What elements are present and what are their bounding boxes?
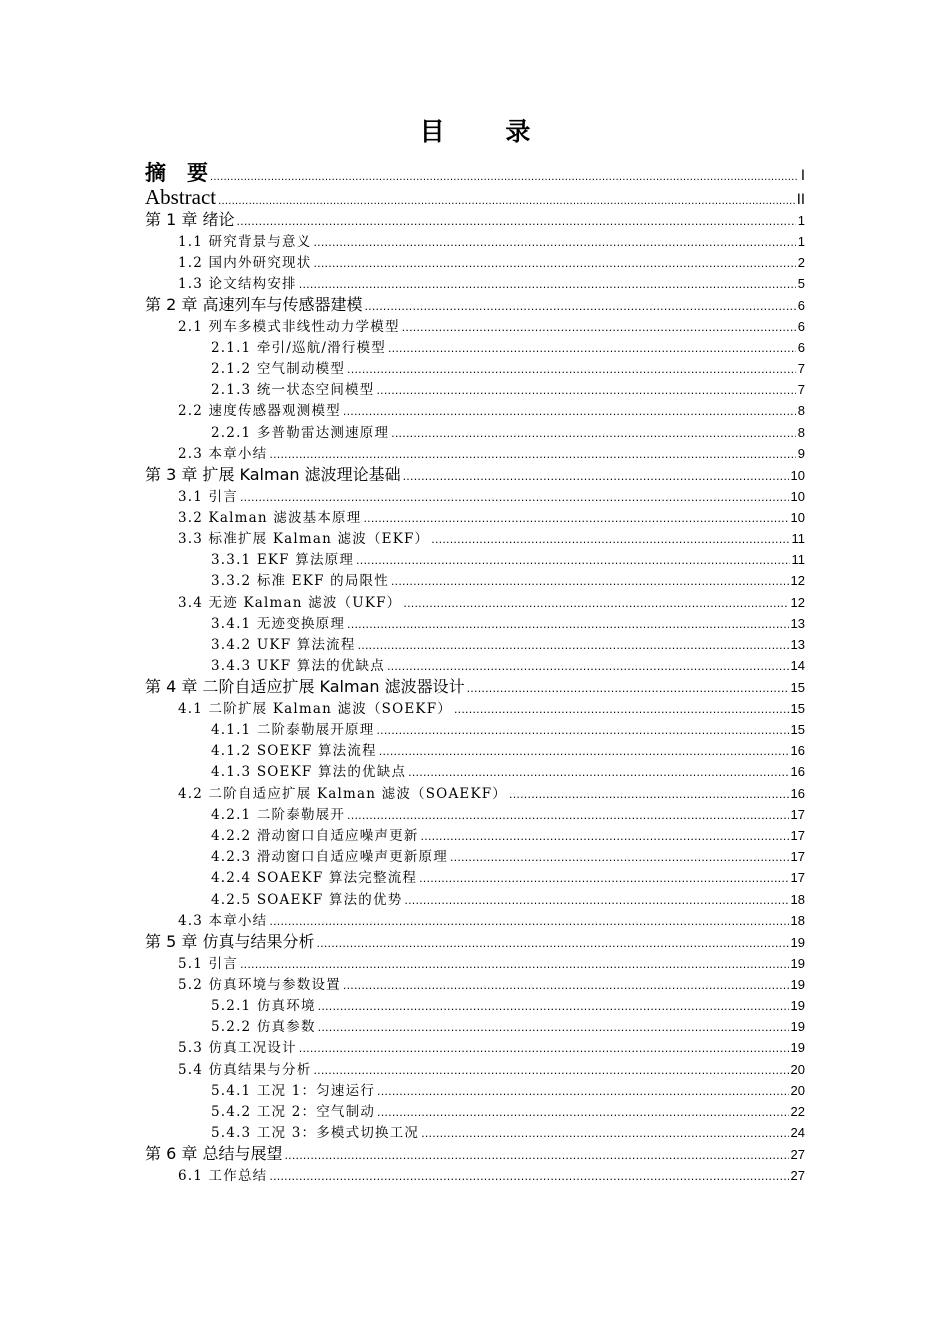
- toc-leader-dots: [313, 253, 795, 274]
- toc-entry-label: 1.2 国内外研究现状: [178, 254, 312, 271]
- toc-entry[interactable]: [145, 209, 805, 231]
- toc-entry-label: 2.2 速度传感器观测模型: [178, 403, 341, 420]
- toc-entry[interactable]: [211, 634, 805, 655]
- toc-leader-dots: [343, 975, 789, 996]
- toc-entry[interactable]: [178, 252, 805, 273]
- toc-entry-label: 6.1 工作总结: [178, 1167, 268, 1184]
- toc-leader-dots: [454, 699, 789, 720]
- toc-page-number: 19: [790, 1019, 805, 1035]
- toc-page-number: 8: [797, 403, 805, 419]
- toc-page-number: 17: [790, 806, 805, 822]
- toc-entry[interactable]: [178, 953, 805, 974]
- toc-entry-label: 5.4 仿真结果与分析: [178, 1061, 312, 1078]
- toc-entry[interactable]: [211, 379, 805, 400]
- toc-entry[interactable]: [211, 570, 805, 591]
- toc-entry[interactable]: [178, 273, 805, 294]
- toc-entry[interactable]: [178, 400, 805, 421]
- toc-entry[interactable]: [178, 507, 805, 528]
- toc-entry-label: 第 3 章 扩展 Kalman 滤波理论基础: [145, 465, 401, 484]
- toc-entry-label: 2.1.3 统一状态空间模型: [211, 382, 375, 399]
- toc-entry[interactable]: [211, 613, 805, 634]
- toc-entry[interactable]: [145, 931, 805, 953]
- toc-entry[interactable]: [145, 161, 805, 185]
- toc-entry-label: 4.1.1 二阶泰勒展开原理: [211, 722, 375, 738]
- toc-entry[interactable]: [211, 825, 805, 846]
- toc-entry-label: Abstract: [145, 185, 217, 209]
- toc-page-number: II: [796, 192, 805, 208]
- toc-page-number: 10: [790, 468, 805, 483]
- toc-entry[interactable]: [211, 719, 805, 740]
- toc-entry-label: 3.4.2 UKF 算法流程: [211, 636, 356, 653]
- page-title: 目 录: [419, 117, 557, 146]
- toc-leader-dots: [431, 529, 789, 550]
- toc-entry-label: 4.2 二阶自适应扩展 Kalman 滤波（SOAEKF）: [178, 785, 508, 802]
- toc-entry-label: 2.1 列车多模式非线性动力学模型: [178, 318, 400, 335]
- toc-entry[interactable]: [145, 676, 805, 698]
- toc-leader-dots: [299, 1038, 789, 1059]
- toc-entry[interactable]: [178, 974, 805, 995]
- toc-entry[interactable]: [211, 1122, 805, 1143]
- toc-entry[interactable]: [145, 185, 805, 209]
- toc-page-number: 16: [790, 785, 805, 801]
- toc-page-number: 19: [790, 976, 805, 992]
- toc-entry[interactable]: [211, 549, 805, 570]
- toc-page-number: I: [800, 168, 805, 184]
- toc-page-number: 20: [790, 1061, 805, 1077]
- toc-page-number: 7: [797, 361, 805, 376]
- toc-entry-label: 4.3 本章小结: [178, 912, 268, 929]
- toc-entry[interactable]: [211, 846, 805, 867]
- toc-page-number: 14: [790, 658, 805, 674]
- toc-leader-dots: [403, 593, 788, 614]
- toc-entry[interactable]: [178, 486, 805, 507]
- toc-entry-label: 3.4.3 UKF 算法的优缺点: [211, 658, 385, 675]
- toc-entry-label: 第 2 章 高速列车与传感器建模: [145, 295, 363, 315]
- toc-page-number: 6: [797, 339, 805, 355]
- toc-entry[interactable]: [211, 740, 805, 761]
- toc-entry-label: 4.2.2 滑动窗口自适应噪声更新: [211, 828, 419, 844]
- toc-leader-dots: [364, 296, 795, 318]
- toc-entry-label: 5.2.2 仿真参数: [211, 1019, 316, 1036]
- toc-page-number: 19: [790, 1040, 805, 1056]
- toc-leader-dots: [388, 338, 796, 359]
- toc-entry[interactable]: [211, 1016, 805, 1037]
- toc-leader-dots: [450, 847, 789, 868]
- toc-entry-label: 3.3.2 标准 EKF 的局限性: [211, 573, 389, 590]
- toc-leader-dots: [408, 762, 788, 783]
- toc-entry[interactable]: [211, 995, 805, 1016]
- toc-leader-dots: [421, 1123, 788, 1144]
- toc-entry[interactable]: [178, 443, 805, 464]
- toc-leader-dots: [236, 211, 795, 233]
- toc-leader-dots: [391, 571, 789, 592]
- toc-entry-label: 第 4 章 二阶自适应扩展 Kalman 滤波器设计: [145, 677, 465, 697]
- toc-entry-label: 4.1.3 SOEKF 算法的优缺点: [211, 764, 407, 781]
- toc-leader-dots: [313, 232, 795, 253]
- toc-entry-label: 2.1.2 空气制动模型: [211, 361, 346, 377]
- toc-entry[interactable]: [211, 337, 805, 358]
- toc-page-number: 27: [790, 1167, 805, 1183]
- toc-entry-label: 3.1 引言: [178, 488, 238, 505]
- toc-page-number: 5: [797, 275, 805, 291]
- toc-page-number: 13: [790, 615, 805, 631]
- toc-entry[interactable]: [211, 422, 805, 443]
- toc-page-number: 13: [790, 636, 805, 652]
- toc-entry[interactable]: [211, 1080, 805, 1101]
- toc-entry-label: 2.1.1 牵引/巡航/滑行模型: [211, 339, 386, 356]
- toc-page-number: 15: [790, 680, 805, 696]
- toc-leader-dots: [377, 1102, 789, 1123]
- toc-entry-label: 3.4.1 无迹变换原理: [211, 615, 346, 632]
- toc-entry[interactable]: [145, 294, 805, 316]
- toc-entry[interactable]: [178, 1165, 805, 1186]
- toc-entry-label: 第 1 章 绪论: [145, 210, 235, 229]
- toc-entry-label: 4.2.4 SOAEKF 算法完整流程: [211, 870, 418, 887]
- toc-leader-dots: [318, 1017, 789, 1038]
- toc-leader-dots: [313, 1060, 788, 1081]
- toc-entry-label: 3.3 标准扩展 Kalman 滤波（EKF）: [178, 530, 430, 547]
- toc-leader-dots: [467, 678, 789, 700]
- toc-page-number: 6: [797, 318, 805, 334]
- toc-leader-dots: [363, 508, 788, 529]
- toc-page-number: 27: [790, 1147, 805, 1163]
- toc-entry-label: 4.1 二阶扩展 Kalman 滤波（SOEKF）: [178, 700, 452, 717]
- toc-leader-dots: [356, 550, 789, 571]
- toc-leader-dots: [240, 954, 789, 975]
- toc-leader-dots: [376, 380, 795, 401]
- toc-page-number: 11: [791, 552, 805, 568]
- toc-entry[interactable]: [211, 358, 805, 379]
- toc-leader-dots: [509, 784, 789, 805]
- toc-page-number: 20: [790, 1082, 805, 1098]
- toc-entry-label: 3.2 Kalman 滤波基本原理: [178, 509, 362, 526]
- toc-page-number: 15: [790, 722, 805, 737]
- toc-leader-dots: [403, 466, 789, 488]
- toc-page-number: 17: [790, 870, 805, 886]
- toc-leader-dots: [387, 656, 789, 677]
- toc-page-number: 15: [790, 700, 805, 716]
- toc-page-number: 19: [790, 955, 805, 971]
- toc-leader-dots: [379, 741, 789, 762]
- toc-page-number: 1: [797, 233, 805, 249]
- toc-entry-label: 5.4.2 工况 2：空气制动: [211, 1103, 376, 1120]
- toc-entry[interactable]: [178, 316, 805, 337]
- toc-page-number: 10: [790, 488, 805, 504]
- toc-entry-label: 第 5 章 仿真与结果分析: [145, 932, 315, 951]
- toc-entry-label: 5.4.3 工况 3：多模式切换工况: [211, 1125, 420, 1142]
- toc-entry-label: 第 6 章 总结与展望: [145, 1144, 283, 1164]
- toc-leader-dots: [269, 911, 788, 932]
- toc-entry[interactable]: [178, 1059, 805, 1080]
- toc-page-number: 9: [797, 445, 805, 461]
- toc-page-number: 2: [797, 254, 805, 270]
- toc-entry[interactable]: [211, 804, 805, 825]
- toc-entry[interactable]: [178, 910, 805, 931]
- toc-entry[interactable]: [178, 1037, 805, 1058]
- toc-entry-label: 5.1 引言: [178, 955, 238, 972]
- toc-page-number: 16: [790, 764, 805, 780]
- toc-entry-label: 4.2.1 二阶泰勒展开: [211, 806, 346, 823]
- toc-leader-dots: [347, 805, 788, 826]
- toc-entry-label: 5.2 仿真环境与参数设置: [178, 976, 341, 993]
- toc-entry[interactable]: [178, 698, 805, 719]
- toc-entry-label: 3.3.1 EKF 算法原理: [211, 552, 355, 569]
- toc-entry[interactable]: [178, 528, 805, 549]
- toc-leader-dots: [284, 1145, 788, 1167]
- toc-page-number: 17: [790, 828, 805, 843]
- toc-entry[interactable]: [145, 1143, 805, 1165]
- toc-page-number: 8: [797, 424, 805, 440]
- toc-leader-dots: [404, 890, 788, 911]
- toc-entry-label: 2.2.1 多普勒雷达测速原理: [211, 424, 390, 441]
- toc-page-number: 1: [797, 213, 805, 228]
- toc-leader-dots: [269, 444, 795, 465]
- toc-page-number: 12: [790, 573, 805, 589]
- toc-entry[interactable]: [211, 655, 805, 676]
- toc-leader-dots: [391, 423, 796, 444]
- toc-entry-label: 1.3 论文结构安排: [178, 275, 297, 292]
- toc-page-number: 12: [790, 594, 805, 610]
- toc-leader-dots: [343, 401, 796, 422]
- toc-leader-dots: [316, 933, 788, 955]
- toc-leader-dots: [376, 720, 788, 741]
- toc-entry-label: 5.3 仿真工况设计: [178, 1040, 297, 1057]
- toc-entry[interactable]: [178, 231, 805, 252]
- toc-entry-label: 4.2.5 SOAEKF 算法的优势: [211, 891, 403, 908]
- toc-page-number: 11: [791, 530, 805, 546]
- toc-leader-dots: [299, 274, 796, 295]
- toc-leader-dots: [419, 868, 788, 889]
- toc-leader-dots: [240, 487, 789, 508]
- toc-leader-dots: [377, 1081, 789, 1102]
- toc-entry-label: 3.4 无迹 Kalman 滤波（UKF）: [178, 594, 402, 611]
- toc-page-number: 7: [797, 382, 805, 398]
- toc-entry[interactable]: [211, 889, 805, 910]
- toc-leader-dots: [358, 635, 789, 656]
- toc-entry[interactable]: [145, 464, 805, 486]
- toc-leader-dots: [402, 317, 796, 338]
- toc-entry-label: 4.2.3 滑动窗口自适应噪声更新原理: [211, 849, 448, 866]
- toc-page-number: 6: [797, 298, 805, 314]
- toc-page-number: 18: [790, 912, 805, 928]
- toc-entry[interactable]: [211, 1101, 805, 1122]
- toc-leader-dots: [421, 826, 789, 847]
- toc-entry-label: 5.4.1 工况 1：匀速运行: [211, 1082, 376, 1099]
- toc-page-number: 16: [790, 743, 805, 759]
- toc-entry[interactable]: [178, 592, 805, 613]
- toc-page-number: 19: [790, 935, 805, 950]
- toc-entry-label: 4.1.2 SOEKF 算法流程: [211, 743, 377, 760]
- toc-entry-label: 摘 要: [145, 161, 208, 185]
- toc-page-number: 24: [790, 1125, 805, 1141]
- toc-page-number: 22: [790, 1103, 805, 1119]
- toc-entry[interactable]: [211, 761, 805, 782]
- toc-page-number: 18: [790, 891, 805, 907]
- toc-leader-dots: [347, 614, 788, 635]
- toc-entry[interactable]: [178, 783, 805, 804]
- toc-entry[interactable]: [211, 867, 805, 888]
- toc-entry-label: 5.2.1 仿真环境: [211, 997, 316, 1014]
- toc-leader-dots: [269, 1166, 788, 1187]
- toc-leader-dots: [347, 359, 796, 380]
- toc-page-number: 17: [790, 849, 805, 865]
- toc-page-number: 19: [790, 997, 805, 1013]
- toc-entry-label: 2.3 本章小结: [178, 445, 268, 462]
- toc-page-number: 10: [790, 509, 805, 525]
- toc-leader-dots: [318, 996, 789, 1017]
- toc-entry-label: 1.1 研究背景与意义: [178, 233, 312, 250]
